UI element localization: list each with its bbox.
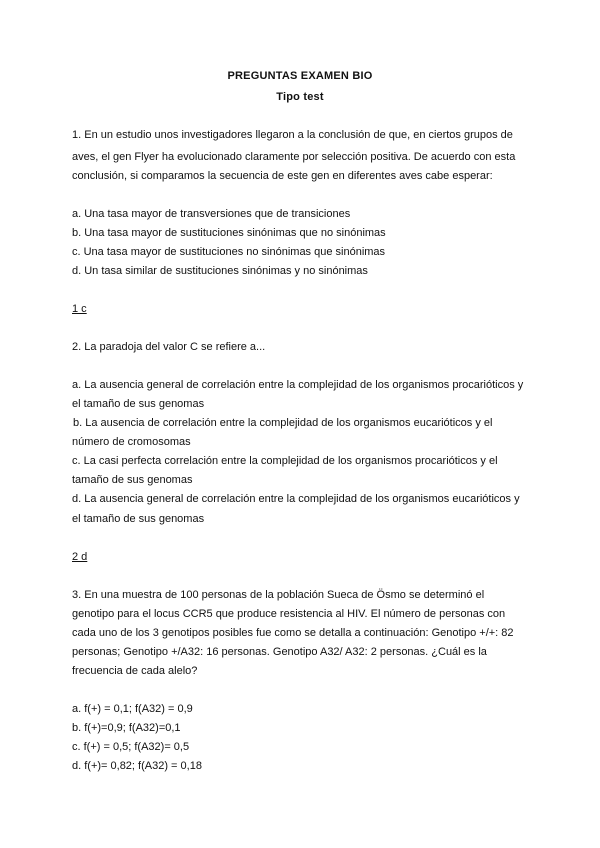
q3-option-a: a. f(+) = 0,1; f(A32) = 0,9 (72, 703, 193, 715)
q3-stem-line: genotipo para el locus CCR5 que produce resistencia al HIV. El número de personas con (72, 608, 506, 620)
q2-option-d-cont: el tamaño de sus genomas (72, 513, 205, 525)
q3-option-c: c. f(+) = 0,5; f(A32)= 0,5 (72, 741, 190, 753)
q1-stem-line: 1. En un estudio unos investigadores llegaron a la conclusión de que, en ciertos grupos de (72, 129, 513, 141)
q2-option-b-cont: número de cromosomas (72, 436, 191, 448)
q3-option-b: b. f(+)=0,9; f(A32)=0,1 (72, 722, 181, 734)
q1-option-d: d. Un tasa similar de sustituciones sinónimas y no sinónimas (72, 265, 368, 277)
q2-option-c: c. La casi perfecta correlación entre la complejidad de los organismos procarióticos y el (72, 455, 498, 467)
q1-stem-line: conclusión, si comparamos la secuencia de este gen en diferentes aves cabe esperar: (72, 170, 493, 182)
q2-answer: 2 d (72, 551, 88, 563)
q3-stem-line: 3. En una muestra de 100 personas de la población Sueca de Ösmo se determinó el (72, 589, 485, 601)
q3-option-d: d. f(+)= 0,82; f(A32) = 0,18 (72, 760, 202, 772)
q2-option-a-cont: el tamaño de sus genomas (72, 398, 205, 410)
q3-stem-line: frecuencia de cada alelo? (72, 665, 198, 677)
q1-option-b: b. Una tasa mayor de sustituciones sinónimas que no sinónimas (72, 227, 386, 239)
q2-option-b: b. La ausencia de correlación entre la complejidad de los organismos eucarióticos y el (73, 417, 493, 429)
q1-option-c: c. Una tasa mayor de sustituciones no sinónimas que sinónimas (72, 246, 386, 258)
document-title: PREGUNTAS EXAMEN BIO (227, 70, 373, 82)
q1-stem-line: aves, el gen Flyer ha evolucionado claramente por selección positiva. De acuerdo con esta (72, 151, 516, 163)
q2-stem-line: 2. La paradoja del valor C se refiere a... (72, 341, 266, 353)
q3-stem-line: cada uno de los 3 genotipos posibles fue como se detalla a continuación: Genotipo +/+: 82 (72, 627, 514, 639)
q2-option-c-cont: tamaño de sus genomas (72, 474, 193, 486)
q1-option-a: a. Una tasa mayor de transversiones que de transiciones (72, 208, 351, 220)
q2-option-d: d. La ausencia general de correlación entre la complejidad de los organismos eucarióticos y (72, 493, 520, 505)
q2-option-a: a. La ausencia general de correlación entre la complejidad de los organismos procarióticos y (72, 379, 524, 391)
q1-answer: 1 c (72, 303, 87, 315)
document-subtitle: Tipo test (276, 91, 324, 103)
q3-stem-line: personas; Genotipo +/A32: 16 personas. Genotipo A32/ A32: 2 personas. ¿Cuál es la (72, 646, 487, 658)
